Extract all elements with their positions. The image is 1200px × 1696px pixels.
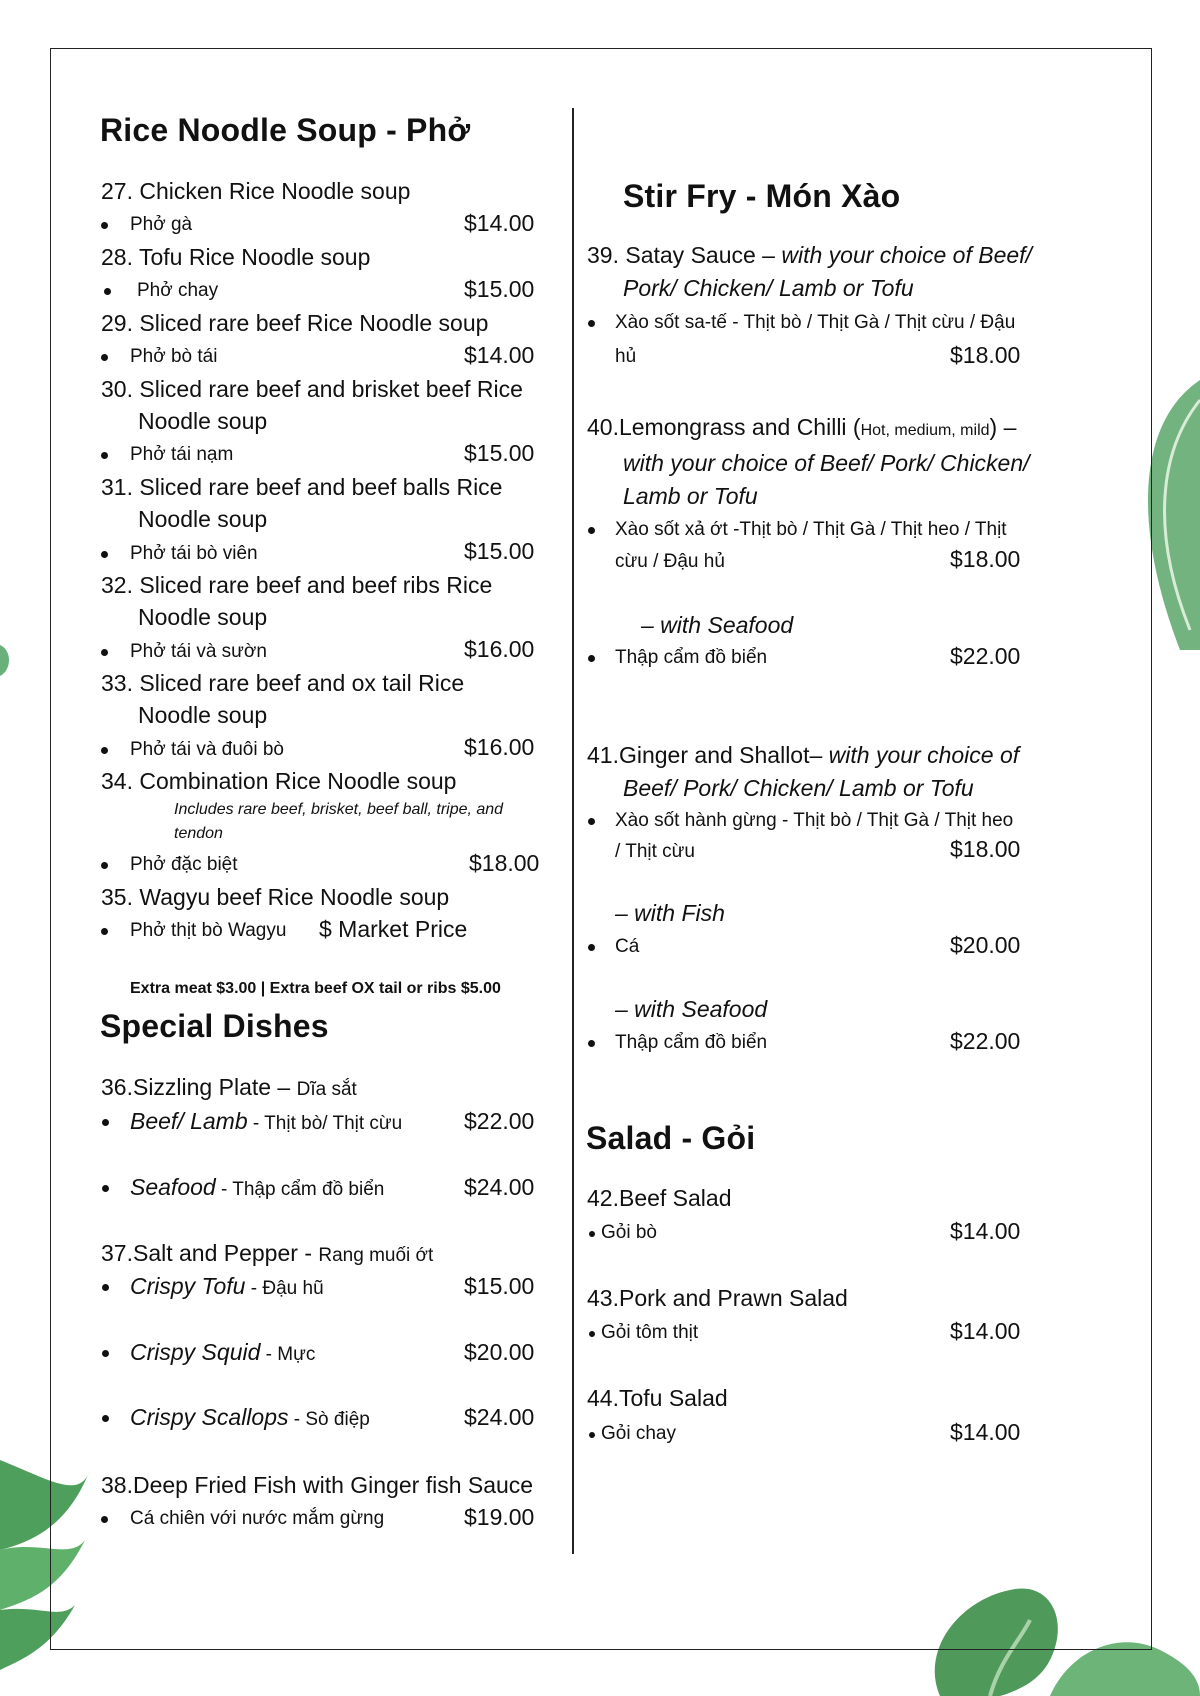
option-name: Seafood xyxy=(130,1174,216,1200)
item-name-cont: Noodle soup xyxy=(138,408,268,434)
item-price: $15.00 xyxy=(464,276,535,302)
item-price: $22.00 xyxy=(950,1028,1021,1054)
item-choice: with your choice of xyxy=(828,742,1020,768)
bullet-icon xyxy=(101,551,108,558)
bullet-icon xyxy=(589,1432,595,1438)
bullet-icon xyxy=(101,1516,108,1523)
item-price: $15.00 xyxy=(464,440,535,466)
item-viet: Phở thịt bò Wagyu xyxy=(130,920,287,941)
item-price: $19.00 xyxy=(464,1504,535,1530)
item-viet-cont: / Thịt cừu xyxy=(615,841,695,862)
item-viet: Phở bò tái xyxy=(130,346,218,367)
item-price: $16.00 xyxy=(464,636,535,662)
item-viet-cont: cừu / Đậu hủ xyxy=(615,551,725,572)
bullet-icon xyxy=(588,527,595,534)
bullet-icon xyxy=(101,649,108,656)
fish-option-label: – with Fish xyxy=(615,900,725,926)
item-number: 33. xyxy=(101,670,133,696)
item-price: $14.00 xyxy=(464,210,535,236)
item-price: $14.00 xyxy=(950,1218,1021,1244)
item-name: 40.Lemongrass and Chilli ( xyxy=(587,414,861,440)
seafood-option-label: – with Seafood xyxy=(641,612,794,638)
bullet-icon xyxy=(588,1040,595,1047)
item-name: Sliced rare beef and beef ribs Rice xyxy=(139,572,493,598)
item-viet: Phở chay xyxy=(137,280,219,301)
item-viet: Phở đặc biệt xyxy=(130,854,238,875)
item-price: $18.00 xyxy=(950,546,1021,572)
item-price: $ Market Price xyxy=(319,916,468,942)
item-viet: Gỏi chay xyxy=(601,1423,676,1444)
item-number: 29. xyxy=(101,310,133,336)
item-price: $15.00 xyxy=(464,538,535,564)
item-viet: Phở gà xyxy=(130,214,193,235)
column-divider xyxy=(572,108,574,1554)
bullet-icon xyxy=(588,320,595,327)
bullet-icon xyxy=(102,1415,109,1422)
item-price: $18.00 xyxy=(950,836,1021,862)
item-name: Sliced rare beef and ox tail Rice xyxy=(139,670,465,696)
option-viet: - Sò điệp xyxy=(288,1409,370,1430)
seafood-option-label: – with Seafood xyxy=(615,996,768,1022)
item-number: 34. xyxy=(101,768,133,794)
item-viet: Xào sốt xả ớt -Thịt bò / Thịt Gà / Thịt heo / Thịt xyxy=(615,519,1007,540)
item-viet-cont: hủ xyxy=(615,346,637,367)
item-name: 38.Deep Fried Fish with Ginger fish Sauce xyxy=(101,1472,534,1498)
item-choice: with your choice of Beef/ Pork/ Chicken/ xyxy=(623,450,1030,476)
item-name: 36.Sizzling Plate – xyxy=(101,1074,297,1100)
option-viet: - Mực xyxy=(260,1344,316,1365)
item-viet: Cá xyxy=(615,936,640,957)
item-price: $15.00 xyxy=(464,1273,535,1299)
bullet-icon xyxy=(588,655,595,662)
item-price: $20.00 xyxy=(464,1339,535,1365)
item-viet: Dĩa sắt xyxy=(296,1079,357,1100)
bullet-icon xyxy=(588,944,595,951)
option-viet: - Đậu hũ xyxy=(245,1278,324,1299)
item-choice: with your choice of Beef/ xyxy=(781,242,1032,268)
item-viet: Phở tái và sườn xyxy=(130,641,267,662)
item-viet: Gỏi tôm thịt xyxy=(601,1322,699,1343)
item-price: $24.00 xyxy=(464,1404,535,1430)
bullet-icon xyxy=(101,928,108,935)
salad-section-title: Salad - Gỏi xyxy=(586,1120,756,1156)
item-choice-cont: Pork/ Chicken/ Lamb or Tofu xyxy=(623,275,914,301)
item-viet: Thập cẩm đồ biển xyxy=(615,647,768,668)
item-viet: Rang muối ớt xyxy=(318,1245,434,1266)
bullet-icon xyxy=(104,288,111,295)
item-name: 44.Tofu Salad xyxy=(587,1385,728,1411)
item-viet: Xào sốt hành gừng - Thịt bò / Thịt Gà / Thịt heo xyxy=(615,810,1014,831)
bullet-icon xyxy=(101,862,108,869)
item-name: Chicken Rice Noodle soup xyxy=(139,178,411,204)
item-name-cont: Noodle soup xyxy=(138,604,268,630)
extra-meat-note: Extra meat $3.00 | Extra beef OX tail or ribs $5.00 xyxy=(130,980,501,997)
bullet-icon xyxy=(101,354,108,361)
item-price: $22.00 xyxy=(464,1108,535,1134)
option-name: Crispy Tofu xyxy=(130,1273,246,1299)
stirfry-section-title: Stir Fry - Món Xào xyxy=(623,178,901,214)
item-price: $14.00 xyxy=(950,1318,1021,1344)
bullet-icon xyxy=(102,1350,109,1357)
item-viet: Thập cẩm đồ biển xyxy=(615,1032,768,1053)
item-name: 42.Beef Salad xyxy=(587,1185,732,1211)
item-price: $18.00 xyxy=(469,850,540,876)
item-viet: Cá chiên với nước mắm gừng xyxy=(130,1508,385,1529)
item-viet: Phở tái và đuôi bò xyxy=(130,739,285,760)
option-viet: - Thịt bò/ Thịt cừu xyxy=(247,1113,403,1134)
item-price: $18.00 xyxy=(950,342,1021,368)
special-section-title: Special Dishes xyxy=(100,1008,329,1044)
item-viet: Xào sốt sa-tế - Thịt bò / Thịt Gà / Thịt cừu / Đậu xyxy=(615,312,1016,333)
option-viet: - Thập cẩm đồ biển xyxy=(215,1179,385,1200)
item-name: Sliced rare beef and brisket beef Rice xyxy=(139,376,523,402)
item-name: 43.Pork and Prawn Salad xyxy=(587,1285,848,1311)
item-number: 31. xyxy=(101,474,133,500)
item-price: $14.00 xyxy=(464,342,535,368)
item-viet: Phở tái nạm xyxy=(130,444,234,465)
item-name: Wagyu beef Rice Noodle soup xyxy=(139,884,450,910)
item-name: Sliced rare beef Rice Noodle soup xyxy=(139,310,489,336)
item-price: $16.00 xyxy=(464,734,535,760)
item-name-cont: Noodle soup xyxy=(138,702,268,728)
item-viet: Phở tái bò viên xyxy=(130,543,258,564)
item-name: 39. Satay Sauce – xyxy=(587,242,782,268)
bullet-icon xyxy=(101,222,108,229)
leaf-decoration-left-edge xyxy=(0,640,20,680)
item-name: Combination Rice Noodle soup xyxy=(139,768,457,794)
item-price: $20.00 xyxy=(950,932,1021,958)
bullet-icon xyxy=(102,1284,109,1291)
bullet-icon xyxy=(101,452,108,459)
bullet-icon xyxy=(101,747,108,754)
item-price: $24.00 xyxy=(464,1174,535,1200)
item-note-cont: tendon xyxy=(174,825,223,842)
bullet-icon xyxy=(589,1231,595,1237)
item-name-cont: Noodle soup xyxy=(138,506,268,532)
item-price: $22.00 xyxy=(950,643,1021,669)
item-name: Tofu Rice Noodle soup xyxy=(138,244,371,270)
pho-section-title: Rice Noodle Soup - Phở xyxy=(100,112,471,148)
item-viet: Gỏi bò xyxy=(601,1222,657,1243)
bullet-icon xyxy=(589,1331,595,1337)
item-number: 30. xyxy=(101,376,133,402)
item-number: 32. xyxy=(101,572,133,598)
item-number: 28. xyxy=(101,244,133,270)
item-name: 41.Ginger and Shallot– xyxy=(587,742,829,768)
item-price: $14.00 xyxy=(950,1419,1021,1445)
item-name: Sliced rare beef and beef balls Rice xyxy=(139,474,503,500)
item-number: 27. xyxy=(101,178,133,204)
option-name: Beef/ Lamb xyxy=(130,1108,248,1134)
item-number: 35. xyxy=(101,884,133,910)
item-note: Includes rare beef, brisket, beef ball, tripe, and xyxy=(174,801,504,818)
heat-level: Hot, medium, mild xyxy=(860,422,990,439)
item-choice-cont: Lamb or Tofu xyxy=(623,483,758,509)
item-name-end: ) – xyxy=(989,414,1017,440)
item-name: 37.Salt and Pepper - xyxy=(101,1240,319,1266)
option-name: Crispy Scallops xyxy=(130,1404,289,1430)
item-choice-cont: Beef/ Pork/ Chicken/ Lamb or Tofu xyxy=(623,775,974,801)
bullet-icon xyxy=(102,1185,109,1192)
bullet-icon xyxy=(588,818,595,825)
bullet-icon xyxy=(102,1119,109,1126)
option-name: Crispy Squid xyxy=(130,1339,261,1365)
